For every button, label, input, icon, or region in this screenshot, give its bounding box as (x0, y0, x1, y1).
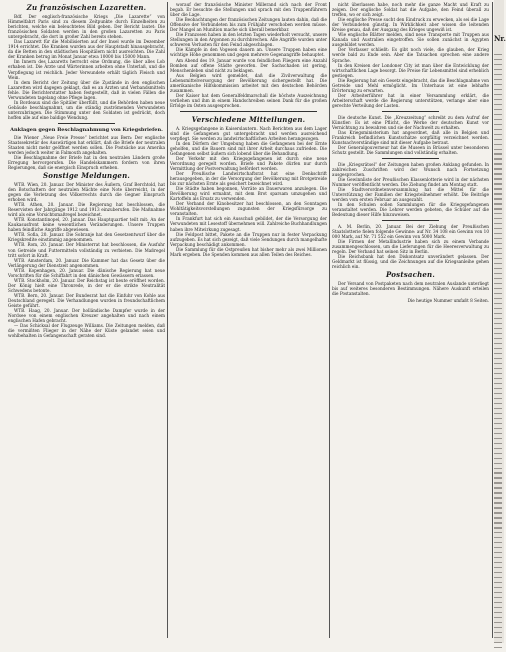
edge-text-line (494, 218, 502, 219)
column-rule (167, 2, 168, 638)
edge-text-line (494, 552, 502, 553)
edge-text-line (494, 388, 502, 389)
paragraph: Der Versand von Postpaketen nach dem neutralen Auslande unterliegt bis auf weiteres besonderen Bestimmungen. Nähere Auskunft erteilen die Postanstalten. (332, 281, 489, 297)
edge-text-line (494, 497, 502, 498)
edge-text-line (494, 557, 502, 558)
edge-text-line (494, 413, 502, 414)
section-heading: Sonstige Meldungen. (42, 170, 131, 180)
news-item: In Frankfurt hat sich ein Ausschuß gebildet, der die Versorgung der Verwundeten mit Lesestoff übernehmen will. Zahlreiche Buchhandlungen haben ihre Mitwirkung zugesagt. (170, 216, 327, 232)
paragraph: Die Franzosen haben in den letzten Tagen wiederholt versucht, unsere Stellungen in den Argonnen zu durchbrechen. Alle Angriffe wurden unter schweren Verlusten für den Feind abgeschlagen. (170, 32, 327, 48)
edge-text-line (494, 203, 502, 204)
edge-text-line (494, 268, 502, 269)
edge-text-line (494, 99, 502, 100)
edge-text-line (494, 129, 502, 130)
edge-text-line (494, 378, 502, 379)
edge-text-line (494, 472, 502, 473)
edge-text-line (494, 283, 502, 284)
paragraph: Das Kriegsministerium hat angeordnet, daß alle in Belgien und Frankreich befindlichen Kunstschätze sorgfältig verzeichnet werden. Kunstsachverständige sind mit dieser Aufgabe betraut. (332, 129, 489, 145)
edge-text-line (494, 343, 502, 344)
paragraph: Aus Belgien wird gemeldet, daß die Zivilverwaltung die Lebensmittelversorgung der Bevölkerung sichergestellt hat. Die amerikanische Hilfskommission arbeitet mit den deutschen Behörden zusammen. (170, 72, 327, 93)
edge-text-line (494, 572, 502, 573)
news-item: Die Sammlung für die Ostpreußen hat bisher mehr als zwei Millionen Mark ergeben. Die Spenden kommen aus allen Teilen des Reiches. (170, 246, 327, 257)
paragraph: In den Kreisen der Londoner City ist man über die Entwicklung der wirtschaftlichen Lage besorgt. Die Preise für Lebensmittel sind erheblich gestiegen. (332, 62, 489, 78)
edge-text-line (494, 597, 502, 598)
edge-text-line (494, 94, 502, 95)
edge-text-line (494, 463, 502, 464)
paragraph: In Bordeaux sind die Spitäler überfüllt, und die Behörden haben neue Gebäude beschlagnahmt, um die ständig zuströmenden Verwundeten unterzubringen. Die Stimmung unter den Soldaten ist gedrückt, doch hoffen alle auf eine baldige Wendung. (8, 99, 165, 120)
edge-text-line (494, 408, 502, 409)
edge-header: Nr. (494, 34, 506, 43)
paragraph: nicht überlassen habe, noch mehr die ganze Macht und Kraft zu zeigen. Der englische Soldat hat die Aufgabe, den Feind überall zu treffen, wo er sich zeigt. (332, 2, 489, 18)
edge-text-line (494, 74, 502, 75)
edge-text-line (494, 328, 502, 329)
edge-text-line (494, 54, 502, 55)
paragraph: Die Firmen der Metallindustrie haben sich zu einem Verbande zusammengeschlossen, um die Lieferungen für die Heeresverwaltung zu regeln. Der Verband hat seinen Sitz in Berlin. (332, 238, 489, 254)
edge-text-line (494, 323, 502, 324)
edge-text-line (494, 139, 502, 140)
edge-text-line (494, 308, 502, 309)
paragraph: Die deutsche Kunst. Die „Kreuzzeitung“ schreibt zu dem Aufruf der Künstler: Es ist eine Pflicht, die Werke der deutschen Kunst vor Vernichtung zu bewahren und sie der Nachwelt zu erhalten. (332, 114, 489, 130)
column-rule (329, 2, 330, 638)
section-heading: Postsachen. (386, 270, 435, 280)
edge-text-line (494, 208, 502, 209)
edge-text-line (494, 582, 502, 583)
edge-text-line (494, 587, 502, 588)
news-item: Der Preußische Landwirtschaftsrat hat eine Denkschrift herausgegeben, in der die Versorgung der Bevölkerung mit Brotgetreide bis zur nächsten Ernte als gesichert bezeichnet wird. (170, 171, 327, 187)
edge-text-line (494, 358, 502, 359)
edge-text-line (494, 109, 502, 110)
news-item: — Das Schicksal der Flugzeuge Williams. Die Zeitungen melden, daß die vermißten Flieger in der Nähe der Küste gelandet seien und wohlbehalten in Gefangenschaft geraten sind. (8, 323, 165, 339)
edge-text-line (494, 153, 502, 154)
edge-text-line (494, 298, 502, 299)
edge-text-line (494, 278, 502, 279)
edge-text-line (494, 273, 502, 274)
news-item: WTB. Amsterdam, 20. Januar. Die Kammer hat das Gesetz über die Verlängerung der Dienstzeit angenommen. (8, 257, 165, 268)
edge-text-line (494, 238, 502, 239)
edge-text-line (494, 487, 502, 488)
edge-text-line (494, 258, 502, 259)
paragraph: Bdf. Der englisch-französische Kriegs „Die Lazarette“ von Himmelfahrt Paris sind zu diesem Zeitpunkte durch Einzelheiten zu berichten, welche ein beleuchtetes Bild geben. Der Bericht lautet: Die französischen Soldaten werden in den großen Lazaretten zu Paris untergebracht, die dort in großer Zahl bereits stehen. (8, 14, 165, 40)
news-item: WTB. Wien, 20. Januar. Der Minister des Äußern, Graf Berchtold, hat den Botschaftern der neutralen Mächte eine Note überreicht, in der gegen die Verletzung des Völkerrechts durch die Gegner Einspruch erhoben wird. (8, 181, 165, 203)
edge-text-line (494, 373, 502, 374)
edge-text-line (494, 144, 502, 145)
edge-text-line (494, 363, 502, 364)
paragraph: Das Lazarett für die Mobilisierten auf der Insel wurde im Dezember 1914 errichtet. Die Kranken wurden aus der Hauptstadt hinausgebracht, da die Betten in den städtischen Hospitälern nicht ausreichten. Die Zahl der Kranken betrug im Monat Januar etwa 10000 bis 15000 Mann. (8, 39, 165, 60)
edge-text-line (494, 104, 502, 105)
edge-text-line (494, 124, 502, 125)
edge-text-lines (494, 50, 504, 652)
news-item: Die Feldpost bittet, Pakete an die Truppen nur in fester Verpackung aufzugeben. Es hat sich gezeigt, daß viele Sendungen durch mangelhafte Verpackung beschädigt ankommen. (170, 231, 327, 247)
edge-text-line (494, 84, 502, 85)
edge-text-line (494, 458, 502, 459)
edge-text-line (494, 318, 502, 319)
edge-text-line (494, 477, 502, 478)
edge-text-line (494, 333, 502, 334)
paragraph: Die Beschlagnahme der Briefe hat in den neutralen Ländern große Erregung hervorgerufen. Die Handelskammern fordern von ihren Regierungen, daß sie energisch Einspruch erheben. (8, 154, 165, 170)
edge-text-line (494, 622, 502, 623)
edge-text-line (494, 89, 502, 90)
paragraph: Die „Kriegsrätsel“ der Zeitungen haben großen Anklang gefunden. In zahlreichen Zuschriften wird der Wunsch nach Fortsetzung ausgesprochen. (332, 161, 489, 177)
edge-text-line (494, 502, 502, 503)
edge-text-line (494, 183, 502, 184)
edge-text-line (494, 353, 502, 354)
news-item: WTB. Konstantinopel, 20. Januar. Das Hauptquartier teilt mit: An der Kaukasusfront keine wesentlichen Veränderungen. Unsere Truppen haben feindliche Angriffe abgewiesen. (8, 217, 165, 233)
next-page-edge (494, 0, 504, 643)
edge-text-line (494, 134, 502, 135)
paragraph: Die Kämpfe in den Vogesen dauern an. Unsere Truppen haben eine wichtige Höhe genommen und gegen mehrere Gegenangriffe behauptet. (170, 47, 327, 58)
edge-text-line (494, 562, 502, 563)
column-3 (332, 2, 489, 640)
paragraph: Der Verfasser schließt: Es gibt noch viele, die glauben, der Krieg werde bald zu Ende sein. Aber die Tatsachen sprechen eine andere Sprache. (332, 47, 489, 63)
edge-text-line (494, 173, 502, 174)
edge-text-line (494, 527, 502, 528)
edge-text-line (494, 59, 502, 60)
news-item: WTB. Kopenhagen, 20. Januar. Die dänische Regierung hat neue Vorschriften für die Schiffahrt in den dänischen Gewässern erlassen. (8, 267, 165, 278)
paragraph: A. M. Berlin, 20. Januar. Bei der Ziehung der Preußischen Staatslotterie fielen folgende Gewinne: auf Nr. 34 108 ein Gewinn von 10 000 Mark, auf Nr. 71 552 ein Gewinn von 5000 Mark. (332, 223, 489, 239)
edge-text-line (494, 492, 502, 493)
article-heading: Zu französischen Lazaretten. (26, 3, 147, 12)
column-2 (170, 2, 327, 640)
edge-text-line (494, 223, 502, 224)
paragraph: Im Innern des Lazaretts herrscht eine Ordnung, die über alles Lob erhaben ist. Die Ärzte und Wärterinnen arbeiten ohne Unterlaß, und die Verpflegung ist reichlich. Jeder Verwundete erhält täglich Fleisch und Wein. (8, 59, 165, 80)
edge-text-line (494, 393, 502, 394)
paragraph: In dem Bericht der Zeitung über die Zustände in den englischen Lazaretten wird dagegen geklagt, daß es an Ärzten und Verbandsmitteln fehle. Die Berichterstatter haben festgestellt, daß in vielen Fällen die Verwundeten tagelang ohne Pflege lagen. (8, 79, 165, 100)
news-item: Die Städte haben begonnen, Vorräte an Dauerwaren anzulegen. Die Bevölkerung wird ermahnt, mit dem Brot sparsam umzugehen und Kartoffeln als Ersatz zu verwenden. (170, 186, 327, 202)
edge-text-line (494, 293, 502, 294)
edge-text-line (494, 253, 502, 254)
edge-text-line (494, 512, 502, 513)
edge-text-line (494, 163, 502, 164)
paragraph: Die englische Presse sucht den Eindruck zu erwecken, als sei die Lage der Verbündeten günstig. In Wirklichkeit aber wissen die leitenden Kreise genau, daß der Ausgang des Krieges ungewiß ist. (332, 17, 489, 33)
edge-text-line (494, 233, 502, 234)
edge-text-line (494, 627, 502, 628)
paragraph: Der Kaiser hat dem Generalfeldmarschall die höchste Auszeichnung verliehen und ihm in einem Handschreiben seinen Dank für die großen Erfolge im Osten ausgesprochen. (170, 92, 327, 108)
edge-text-line (494, 263, 502, 264)
edge-text-line (494, 398, 502, 399)
edge-text-line (494, 443, 502, 444)
edge-text-line (494, 193, 502, 194)
paragraph: Am Abend des 19. Januar wurde von feindlichen Fliegern eine Anzahl Bomben auf offene Städte geworfen. Der Sachschaden ist gering, Menschenleben sind nicht zu beklagen. (170, 57, 327, 73)
paragraph: Wie englische Blätter melden, sind neue Transporte mit Truppen aus Kanada und Australien eingetroffen. Sie sollen zunächst in Ägypten ausgebildet werden. (332, 32, 489, 48)
edge-text-line (494, 438, 502, 439)
edge-text-line (494, 288, 502, 289)
edge-text-line (494, 418, 502, 419)
paragraph: worauf der französische Minister Millerand sich nach der Front begab. Er besuchte die Stellungen und sprach mit den Truppenführern über die Lage. (170, 2, 327, 18)
edge-text-line (494, 188, 502, 189)
edge-text-line (494, 592, 502, 593)
edge-text-line (494, 338, 502, 339)
separator (382, 158, 439, 159)
paragraph: Der Arbeiterführer hat in einer Versammlung erklärt, die Arbeiterschaft werde die Regierung unterstützen, verlange aber eine gerechte Verteilung der Lasten. (332, 92, 489, 108)
edge-text-line (494, 642, 502, 643)
separator (382, 220, 439, 221)
edge-text-line (494, 403, 502, 404)
edge-text-line (494, 607, 502, 608)
edge-text-line (494, 532, 502, 533)
edge-text-line (494, 383, 502, 384)
edge-text-line (494, 602, 502, 603)
paragraph: Die Gewinnliste der Preußischen Klassenlotterie wird in der nächsten Nummer veröffentlicht werden. Die Ziehung findet am Montag statt. (332, 176, 489, 187)
news-item: WTB. Bern, 20. Januar. Der Bundesrat hat die Einfuhr von Kohle aus Deutschland geregelt. Die Verhandlungen wurden in freundschaftlichem Geiste geführt. (8, 292, 165, 309)
news-item: Der Verband der Kinobesitzer hat beschlossen, an den Sonntagen Wohltätigkeitsvorstellungen zugunsten der Kriegsfürsorge zu veranstalten. (170, 201, 327, 217)
edge-text-line (494, 547, 502, 548)
edge-text-line (494, 448, 502, 449)
column-1 (8, 2, 165, 640)
edge-text-line (494, 647, 502, 648)
edge-text-line (494, 433, 502, 434)
edge-text-line (494, 468, 502, 469)
edge-text-line (494, 149, 502, 150)
news-item: In den Dörfern der Umgebung haben die Gefangenen bei der Ernte geholfen, und die Bauern sind mit ihrer Arbeit durchaus zufrieden. Die Gefangenen selbst äußern sich lobend über die Behandlung. (170, 140, 327, 156)
edge-text-line (494, 158, 502, 159)
news-item: A. Kriegsgefangene in Kaiserslautern. Nach Berichten aus dem Lager sind die Gefangenen gut untergebracht und werden ausreichend verpflegt. Sie werden zu landwirtschaftlichen Arbeiten herangezogen. (170, 125, 327, 141)
paragraph: Die Beobachtungen der französischen Zeitungen lauten dahin, daß die Offensive der Verbündeten bis zum Frühjahr verschoben werden müsse. Der Mangel an Munition mache sich überall bemerkbar. (170, 17, 327, 33)
edge-text-line (494, 632, 502, 633)
edge-text-line (494, 228, 502, 229)
column-rule (492, 2, 493, 638)
edge-text-line (494, 482, 502, 483)
edge-text-line (494, 243, 502, 244)
edge-text-line (494, 303, 502, 304)
paragraph: Die Regierung hat ein Gesetz eingebracht, das die Beschlagnahme von Getreide und Mehl ermöglicht. Im Unterhaus ist eine lebhafte Erörterung zu erwarten. (332, 77, 490, 93)
edge-text-line (494, 248, 502, 249)
separator (382, 111, 439, 112)
edge-text-line (494, 178, 502, 179)
edge-text-line (494, 64, 502, 65)
edge-text-line (494, 368, 502, 369)
edge-text-line (494, 637, 502, 638)
paragraph: Der Generalgouverneur hat die Museen in Brüssel unter besonderen Schutz gestellt. Die Sammlungen sind vollständig erhalten. (332, 144, 489, 155)
news-item: WTB. Stockholm, 20. Januar. Der Reichstag ist heute eröffnet worden. Der König hielt eine Thronrede, in der er die strikte Neutralität Schwedens betonte. (8, 277, 165, 293)
page-footer-note: Die heutige Nummer umfaßt 8 Seiten. (407, 298, 489, 304)
news-item: WTB. Athen, 20. Januar. Die Regierung hat beschlossen, die Reservisten der Jahrgänge 1912 und 1913 einzuberufen. Die Maßnahme wird als eine Vorsichtsmaßregel bezeichnet. (8, 202, 165, 218)
edge-text-line (494, 577, 502, 578)
news-item: Der Verkehr mit den Kriegsgefangenen ist durch eine neue Verordnung geregelt worden. Briefe und Pakete dürfen nur durch Vermittlung der Postverwaltung befördert werden. (170, 155, 327, 171)
edge-text-line (494, 517, 502, 518)
news-item: WTB. Haag, 20. Januar. Der holländische Dampfer wurde in der Nordsee von einem englischen Kreuzer angehalten und nach einem englischen Hafen gebracht. (8, 308, 165, 324)
edge-text-line (494, 348, 502, 349)
edge-text-line (494, 423, 502, 424)
edge-text-line (494, 507, 502, 508)
edge-text-line (494, 114, 502, 115)
edge-text-line (494, 453, 502, 454)
separator (180, 111, 317, 112)
paragraph: Die Reichsbank hat den Diskontsatz unverändert gelassen. Der Geldmarkt ist flüssig, und die Zeichnungen auf die Kriegsanleihe gehen reichlich ein. (332, 253, 489, 270)
edge-text-line (494, 313, 502, 314)
edge-text-line (494, 522, 502, 523)
paragraph: In den Schulen sollen Sammlungen für die Kriegsgefangenen veranstaltet werden. Die Lehrer werden gebeten, die Schüler auf die Bedeutung dieser Hilfe hinzuweisen. (332, 201, 489, 218)
edge-text-line (494, 119, 502, 120)
edge-text-line (494, 69, 502, 70)
edge-text-line (494, 537, 502, 538)
paragraph: Die Wiener „Neue Freie Presse“ berichtet aus Bern: Der englische Staatssekretär des Auswärtigen hat erklärt, daß die Briefe der neutralen Staaten nicht mehr geöffnet werden sollen. Die Postsäcke aus Amerika werden jedoch weiter in Falmouth angehalten. (8, 134, 165, 155)
paragraph: Die Stadtverordnetenversammlung hat die Mittel für die Unterstützung der Familien der Kriegsteilnehmer erhöht. Die Beiträge werden vom ersten Februar an ausgezahlt. (332, 186, 489, 202)
edge-text-line (494, 198, 502, 199)
section-heading: Anklagen gegen Beschlagnahmung von Kriegsbriefen. (10, 126, 163, 133)
separator (58, 123, 115, 124)
edge-text-line (494, 168, 502, 169)
news-item: WTB. Sofia, 20. Januar. Die Sobranje hat den Gesetzentwurf über die Kriegskredite einstimmig angenommen. (8, 232, 165, 243)
edge-text-line (494, 428, 502, 429)
edge-text-line (494, 567, 502, 568)
edge-text-line (494, 79, 502, 80)
edge-text-line (494, 617, 502, 618)
section-heading: Verschiedene Mitteilungen. (191, 114, 306, 124)
news-item: WTB. Rom, 20. Januar. Der Ministerrat hat beschlossen, die Ausfuhr von Getreide und Futtermitteln vollständig zu verbieten. Die Maßregel tritt sofort in Kraft. (8, 242, 165, 258)
edge-text-line (494, 213, 502, 214)
edge-text-line (494, 542, 502, 543)
edge-text-line (494, 612, 502, 613)
